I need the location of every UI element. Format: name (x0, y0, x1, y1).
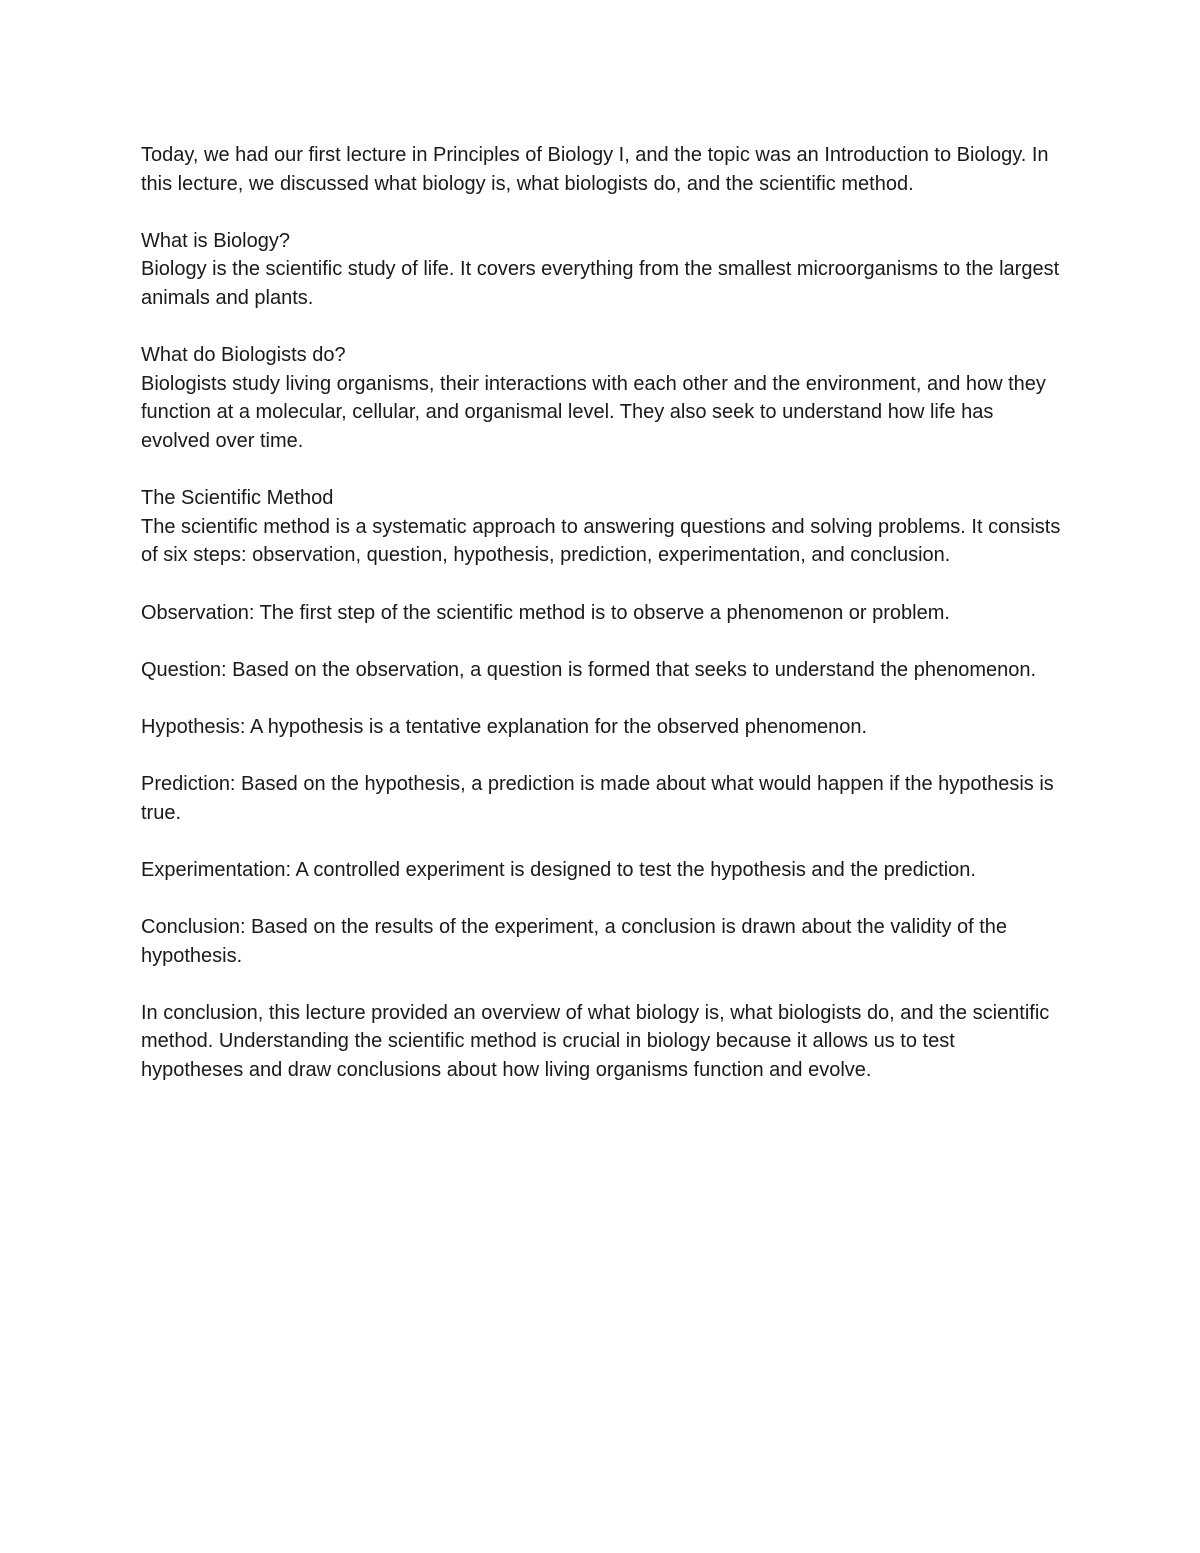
section-heading: The Scientific Method (141, 487, 334, 510)
section-scientific-method (141, 484, 1061, 570)
step-prediction: Prediction: Based on the hypothesis, a prediction is made about what would happen if the hypothesis is true. (141, 773, 1054, 824)
section-what-do-biologists-do (141, 341, 1061, 455)
section-what-is-biology (141, 227, 1061, 313)
section-heading: What is Biology? (141, 229, 290, 252)
conclusion-paragraph: In conclusion, this lecture provided an overview of what biology is, what biologists do, and the scientific method. Understanding the scientific method is crucial in biology because it allows us to test hypotheses and draw conclusions about how living organisms function and evolve. (141, 1001, 1050, 1081)
step-question: Question: Based on the observation, a question is formed that seeks to understand the phenomenon. (141, 658, 1037, 681)
document-body (141, 141, 1061, 1113)
step-observation: Observation: The first step of the scientific method is to observe a phenomenon or problem. (141, 601, 950, 624)
section-body: Biology is the scientific study of life. It covers everything from the smallest microorganisms to the largest animals and plants. (141, 258, 1060, 309)
step-experimentation: Experimentation: A controlled experiment is designed to test the hypothesis and the prediction. (141, 858, 976, 881)
step-hypothesis: Hypothesis: A hypothesis is a tentative explanation for the observed phenomenon. (141, 715, 868, 738)
section-body: Biologists study living organisms, their interactions with each other and the environment, and how they function at a molecular, cellular, and organismal level. They also seek to understand how life has evolved over time. (141, 372, 1046, 452)
section-heading: What do Biologists do? (141, 344, 346, 367)
section-body: The scientific method is a systematic approach to answering questions and solving problems. It consists of six steps: observation, question, hypothesis, prediction, experimentation, and conclusion. (141, 515, 1061, 567)
intro-paragraph: Today, we had our first lecture in Principles of Biology I, and the topic was an Introduction to Biology. In this lecture, we discussed what biology is, what biologists do, and the scientific method. (141, 144, 1049, 195)
step-conclusion: Conclusion: Based on the results of the experiment, a conclusion is drawn about the validity of the hypothesis. (141, 916, 1008, 967)
